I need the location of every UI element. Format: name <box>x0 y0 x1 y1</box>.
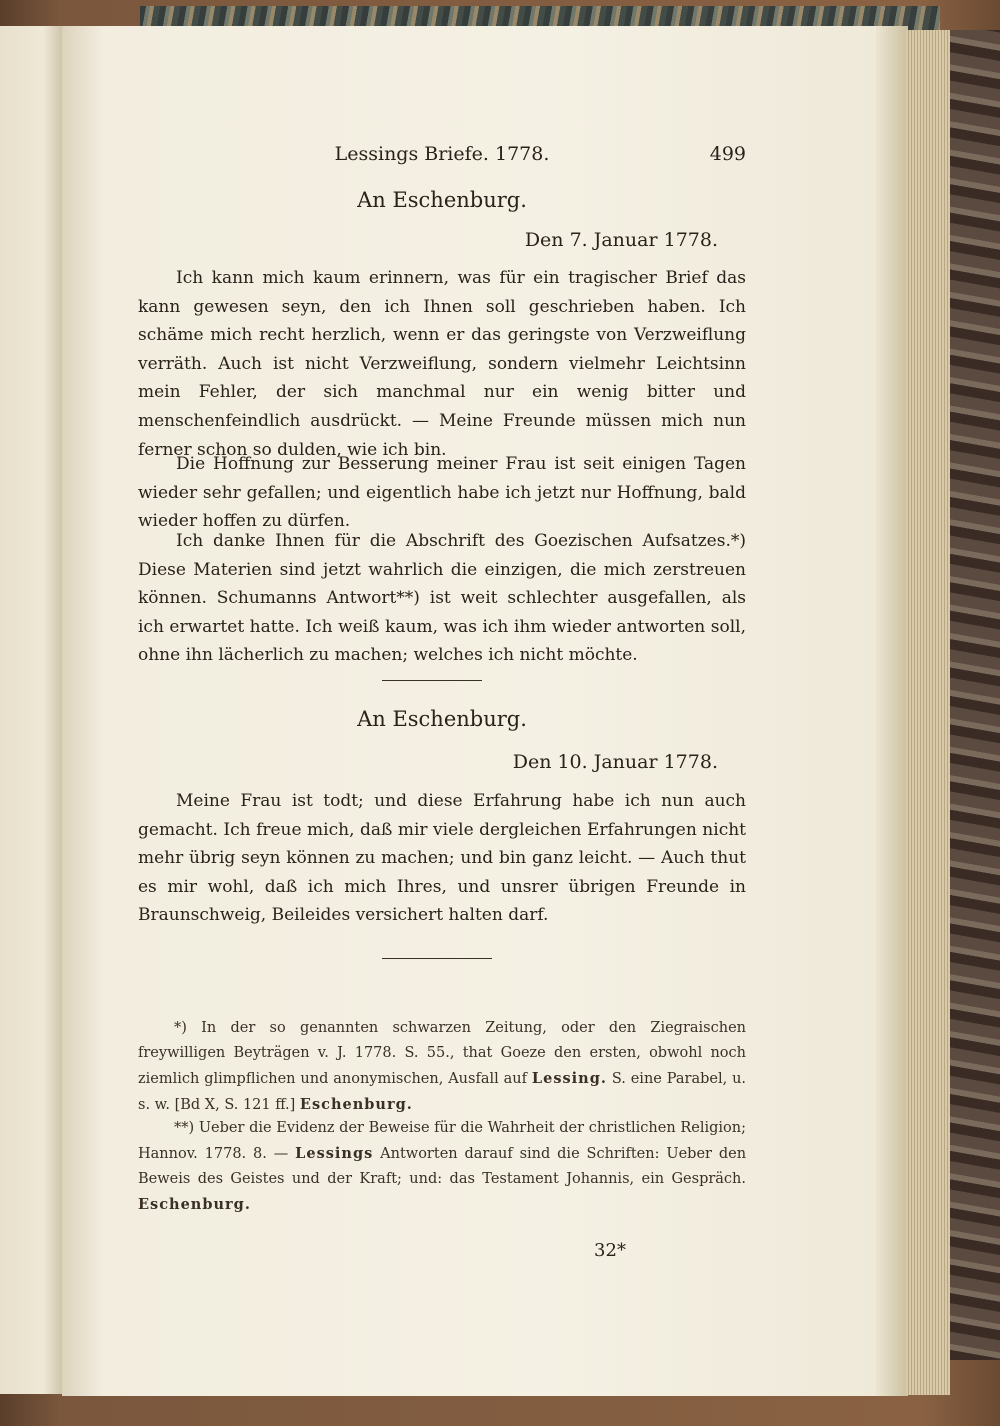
page-edges <box>906 30 950 1395</box>
section-divider <box>382 680 482 681</box>
letter-heading: An Eschenburg. <box>357 188 527 212</box>
footnote-text: Antworten darauf sind die Schriften: Ueber den Beweis des Geistes und der Kraft; und: das Testament Johannis, ein Gespräch. <box>138 1146 747 1187</box>
footnote <box>138 1016 746 1118</box>
marbled-right-board <box>950 30 1000 1360</box>
footnote <box>138 1116 746 1218</box>
letter-paragraph: Ich kann mich kaum erinnern, was für ein tragischer Brief das kann gewesen seyn, den ich Ihnen soll geschrieben haben. Ich schäme mich recht herzlich, wenn er das geringste von Verzweiflung verräth. Auch ist nicht Verzweiflung, sondern vielmehr Leichtsinn mein Fehler, der sich manchmal nur ein wenig bitter und menschenfeindlich ausdrückt. — Meine Freunde müssen mich nun ferner schon so dulden, wie ich bin. <box>138 268 746 460</box>
footnote-text: *) In der so genannten schwarzen Zeitung, oder den Ziegraischen freywilligen Beyträgen v. J. 1778. S. 55., that Goeze den ersten, obwohl noch ziemlich glimpflichen und anonymischen, Ausfall auf <box>138 1020 746 1087</box>
footnote-name: Lessings <box>295 1145 374 1162</box>
page-gutter <box>876 26 908 1396</box>
letter-date: Den 7. Januar 1778. <box>524 229 718 251</box>
letter-date: Den 10. Januar 1778. <box>512 751 718 773</box>
signature-mark: 32* <box>594 1240 626 1261</box>
letter-heading: An Eschenburg. <box>357 707 527 731</box>
running-title: Lessings Briefe. 1778. <box>334 143 550 165</box>
footnote-signature: Eschenburg. <box>299 1096 413 1113</box>
running-head <box>138 143 746 173</box>
footnote-name: Lessing. <box>531 1070 607 1087</box>
footnote-divider <box>382 958 492 959</box>
footnote-signature: Eschenburg. <box>138 1196 251 1213</box>
letter-paragraph: Meine Frau ist todt; und diese Erfahrung habe ich nun auch gemacht. Ich freue mich, daß mir viele dergleichen Erfahrungen nicht mehr übrig seyn können zu machen; und bin ganz leicht. — Auch thut es mir wohl, daß ich mich Ihres, und unsrer übrigen Freunde in Braunschweig, Beileides versichert halten darf. <box>138 791 746 926</box>
letter-paragraph: Ich danke Ihnen für die Abschrift des Goezischen Aufsatzes.*) Diese Materien sind jetzt wahrlich die einzigen, die mich zerstreuen können. Schumanns Antwort**) ist weit schlechter ausgefallen, als ich erwartet hatte. Ich weiß kaum, was ich ihm wieder antworten soll, ohne ihn lächerlich zu machen; welches ich nicht möchte. <box>138 531 746 666</box>
facing-page-edge <box>0 26 62 1394</box>
letter-paragraph: Die Hoffnung zur Besserung meiner Frau ist seit einigen Tagen wieder sehr gefallen; und eigentlich habe ich jetzt nur Hoffnung, bald wieder hoffen zu dürfen. <box>138 454 746 532</box>
footnote-text: **) Ueber die Evidenz der Beweise für die Wahrheit der christlichen Religion; Hannov. 1778. 8. — <box>138 1120 746 1162</box>
page-number: 499 <box>709 143 746 165</box>
footnote-text: S. eine Parabel, u. s. w. [Bd X, S. 121 ff.] <box>138 1071 747 1113</box>
